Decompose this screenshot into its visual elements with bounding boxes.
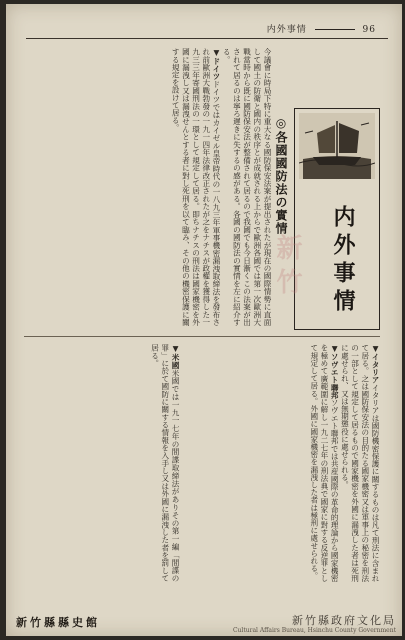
- main-title: 内外事情: [330, 205, 356, 317]
- bureau-label-english: Cultural Affairs Bureau, Hsinchu County Government: [232, 627, 396, 634]
- sailing-ship-illustration: [299, 113, 375, 179]
- header-rule: [315, 29, 355, 30]
- title-box: [294, 108, 380, 330]
- page-number: 96: [362, 25, 376, 35]
- intro-paragraph: 今議會に時局下特に重大なる國防保安法案が提出されたが現在の國際情勢に直面して國土の防衛と國内の秩序とが成就される上からで歐洲各國では第一次歐洲大戰當時から既に國防保安法が整備されて居るので我國でも今日漸くこの法案が出されて居るのは寧ろ遲きに失するの感がある。各國の國防法の實情を左に紹介する。: [222, 48, 272, 326]
- running-header-section: 内外事情: [266, 25, 307, 35]
- soviet-paragraph: ソヴエト聯邦では共産國際の革命的理論から國家機密を極めて廣範圍に解し一九二七年の刑法典で國家に對する反逆罪として規定して居る。外國に國家機密を漏洩した者は極刑に處せられる。: [309, 344, 340, 582]
- article-body-upper: [24, 48, 272, 326]
- italy-heading: ▼イタリア: [371, 344, 380, 384]
- usa-heading: ▼米國: [171, 344, 180, 370]
- germany-paragraph: ドイツではカイゼル皇帝時代の一八九三年軍事機密漏洩取締法を發布され前歐洲大戰勃發の一九一四年法律改正されたが之をナチスが政權を獲得した一九三三年寄國刑法の一環として規定して居る。即ちナチスの刑法は國家機密を外國に漏洩し又は漏洩せんとする者に對し死刑を以て臨み、その他の機密保護に關する規定を設けて居る。: [171, 48, 221, 326]
- archive-label: 新竹縣縣史館: [16, 616, 100, 629]
- germany-heading: ▼ドイツ: [211, 48, 221, 81]
- document-page: [6, 4, 402, 636]
- watermark-stamp: 新竹: [272, 234, 302, 302]
- usa-paragraph: 米國では一九一七年の間諜取締法がありその第一編「間諜の罪」に於て國防に關する情報を入手し又は外國に漏洩した者を罰して居る。: [150, 344, 180, 582]
- running-header: [267, 22, 376, 35]
- section-divider: [24, 336, 380, 337]
- soviet-heading: ▼ソヴエト聯邦: [330, 344, 340, 399]
- article-body-lower-right: [184, 344, 380, 582]
- italy-paragraph: イタリアは國防機密保護に關するものは凡て刑法に含まれて居る。之は國防保安法の目的たる國家機密又は軍事上の秘密を刑法の一部として規定して居るもので國家機密を外國に漏洩した者は死刑に處せられ、又は無期懲役に處せられる。: [340, 344, 380, 582]
- bureau-label: 新竹縣政府文化局: [292, 614, 396, 627]
- article-body-lower-left: [24, 344, 180, 582]
- header-divider: [26, 38, 388, 39]
- section-title: ◎各國國防法の實情: [274, 116, 288, 235]
